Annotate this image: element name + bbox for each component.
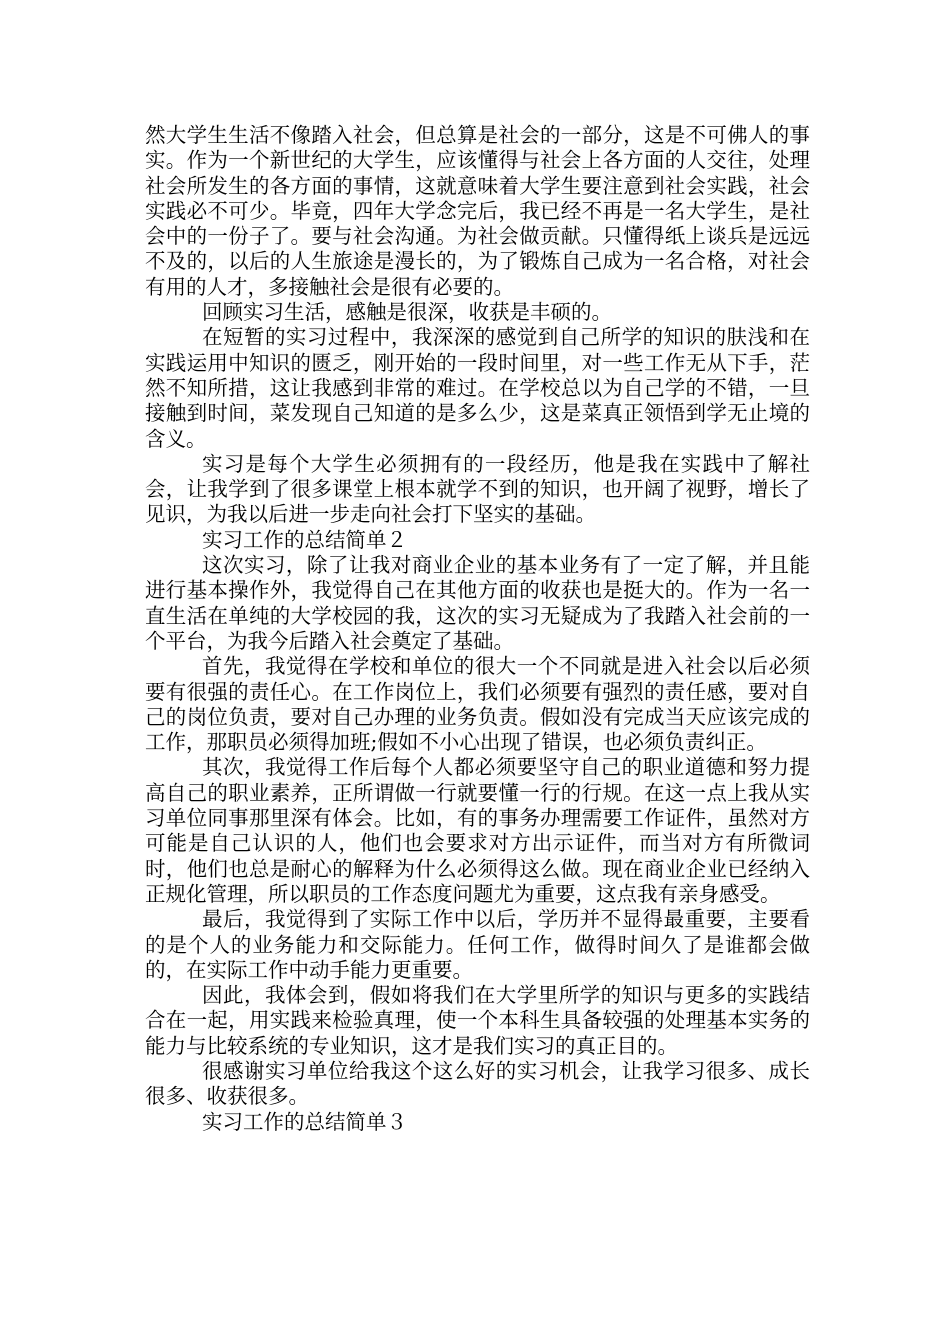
paragraph-continuation: 然大学生生活不像踏入社会，但总算是社会的一部分，这是不可佛人的事实。作为一个新世纪的大学生，应该懂得与社会上各方面的人交往，处理社会所发生的各方面的事情，这就意味着大学生要注意到社会实践，社会实践必不可少。毕竟，四年大学念完后，我已经不再是一名大学生，是社会中的一份子了。要与社会沟通。为社会做贡献。只懂得纸上谈兵是远远不及的，以后的人生旅途是漫长的，为了锻炼自己成为一名合格，对社会有用的人才，多接触社会是很有必要的。 — [145, 123, 810, 299]
paragraph-second-ethics: 其次，我觉得工作后每个人都必须要坚守自己的职业道德和努力提高自己的职业素养，正所谓做一行就要懂一行的行规。在这一点上我从实习单位同事那里深有体会。比如，有的事务办理需要工作证件，虽然对方可能是自己认识的人，他们也会要求对方出示证件，而当对方有所微词时，他们也总是耐心的解释为什么必须得这么做。现在商业企业已经纳入正规化管理，所以职员的工作态度问题尤为重要，这点我有亲身感受。 — [145, 755, 810, 906]
document-body — [145, 123, 810, 1135]
paragraph-review: 回顾实习生活，感触是很深，收获是丰硕的。 — [202, 300, 612, 325]
paragraph-first-responsibility: 首先，我觉得在学校和单位的很大一个不同就是进入社会以后必须要有很强的责任心。在工作岗位上，我们必须要有强烈的责任感，要对自己的岗位负责，要对自己办理的业务负责。假如没有完成当天应该完成的工作，那职员必须得加班;假如不小心出现了错误，也必须负责纠正。 — [145, 654, 810, 755]
paragraph-thanks: 很感谢实习单位给我这个这么好的实习机会，让我学习很多、成长很多、收获很多。 — [145, 1058, 810, 1109]
paragraph-short-internship: 在短暂的实习过程中，我深深的感觉到自己所学的知识的肤浅和在实践运用中知识的匮乏，刚开始的一段时间里，对一些工作无从下手，茫然不知所措，这让我感到非常的难过。在学校总以为自己学的不错，一旦接触到时间，菜发现自己知道的是多么少，这是菜真正领悟到学无止境的含义。 — [145, 325, 810, 451]
section-heading-3: 实习工作的总结简单３ — [202, 1109, 407, 1134]
paragraph-internship-experience: 实习是每个大学生必须拥有的一段经历，他是我在实践中了解社会，让我学到了很多课堂上根本就学不到的知识，也开阔了视野，增长了见识，为我以后进一步走向社会打下坚实的基础。 — [145, 451, 810, 527]
paragraph-finally-ability: 最后，我觉得到了实际工作中以后，学历并不显得最重要，主要看的是个人的业务能力和交际能力。任何工作，做得时间久了是谁都会做的，在实际工作中动手能力更重要。 — [145, 907, 810, 982]
section-heading-2: 实习工作的总结简单２ — [202, 527, 407, 552]
paragraph-this-internship: 这次实习，除了让我对商业企业的基本业务有了一定了解，并且能进行基本操作外，我觉得自己在其他方面的收获也是挺大的。作为一名一直生活在单纯的大学校园的我，这次的实习无疑成为了我踏入社会前的一个平台，为我今后踏入社会奠定了基础。 — [145, 553, 810, 653]
paragraph-therefore: 因此，我体会到，假如将我们在大学里所学的知识与更多的实践结合在一起，用实践来检验真理，使一个本科生具备较强的处理基本实务的能力与比较系统的专业知识，这才是我们实习的真正目的。 — [145, 983, 810, 1058]
